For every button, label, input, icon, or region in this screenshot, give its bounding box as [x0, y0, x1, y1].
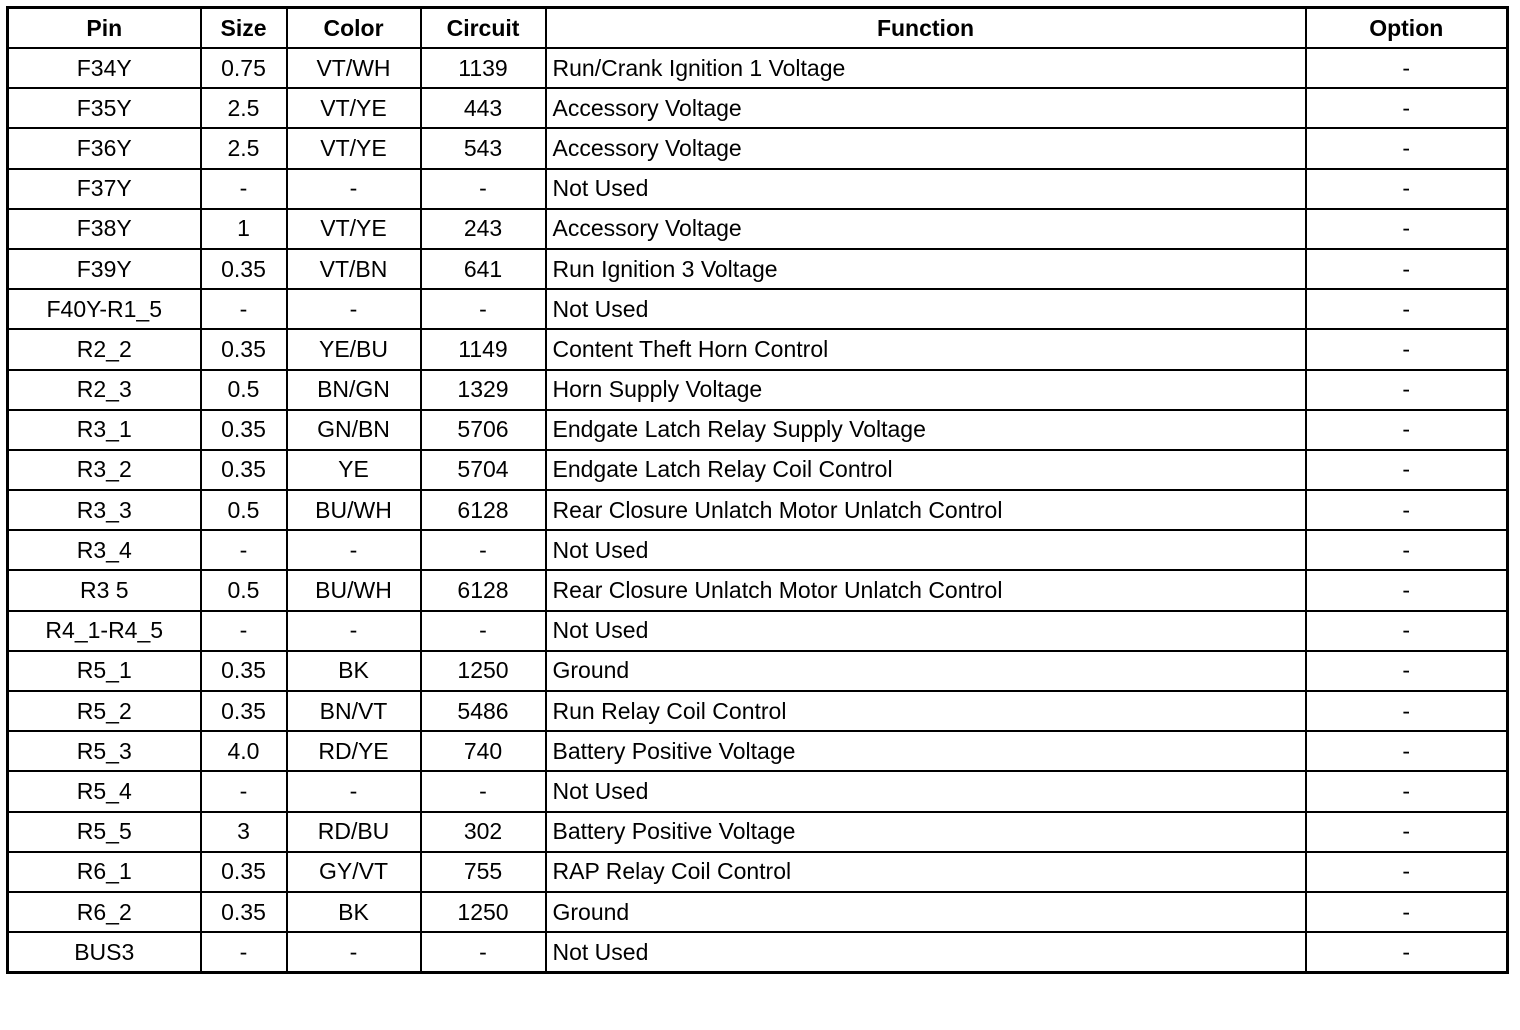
cell-option: -	[1306, 771, 1508, 811]
cell-circuit: 5704	[421, 450, 546, 490]
cell-circuit: 1250	[421, 651, 546, 691]
cell-function: Horn Supply Voltage	[546, 370, 1306, 410]
table-row	[8, 611, 1508, 651]
cell-function: Not Used	[546, 771, 1306, 811]
cell-circuit: 543	[421, 128, 546, 168]
cell-pin: R2_3	[8, 370, 201, 410]
cell-pin: R6_1	[8, 852, 201, 892]
cell-option: -	[1306, 932, 1508, 973]
cell-option: -	[1306, 209, 1508, 249]
cell-color: GY/VT	[287, 852, 421, 892]
cell-color: -	[287, 169, 421, 209]
cell-circuit: 443	[421, 88, 546, 128]
cell-circuit: -	[421, 169, 546, 209]
table-row	[8, 48, 1508, 88]
cell-size: 1	[201, 209, 287, 249]
cell-option: -	[1306, 128, 1508, 168]
cell-circuit: -	[421, 289, 546, 329]
cell-size: 3	[201, 812, 287, 852]
cell-pin: F36Y	[8, 128, 201, 168]
header-function: Function	[546, 8, 1306, 49]
cell-color: BU/WH	[287, 490, 421, 530]
cell-size: -	[201, 932, 287, 973]
cell-function: RAP Relay Coil Control	[546, 852, 1306, 892]
cell-size: -	[201, 771, 287, 811]
cell-circuit: 1329	[421, 370, 546, 410]
cell-size: 0.5	[201, 370, 287, 410]
cell-function: Accessory Voltage	[546, 209, 1306, 249]
header-circuit: Circuit	[421, 8, 546, 49]
cell-size: 0.5	[201, 570, 287, 610]
cell-color: RD/BU	[287, 812, 421, 852]
cell-color: RD/YE	[287, 731, 421, 771]
table-row	[8, 691, 1508, 731]
cell-pin: R3_1	[8, 410, 201, 450]
cell-size: 0.35	[201, 410, 287, 450]
cell-circuit: 1250	[421, 892, 546, 932]
cell-option: -	[1306, 490, 1508, 530]
header-color: Color	[287, 8, 421, 49]
cell-function: Accessory Voltage	[546, 128, 1306, 168]
cell-option: -	[1306, 370, 1508, 410]
cell-pin: F39Y	[8, 249, 201, 289]
cell-pin: R5_1	[8, 651, 201, 691]
cell-size: 0.35	[201, 329, 287, 369]
table-row	[8, 329, 1508, 369]
cell-size: 2.5	[201, 88, 287, 128]
connector-pinout-table	[6, 6, 1509, 974]
header-size: Size	[201, 8, 287, 49]
table-row	[8, 731, 1508, 771]
cell-color: -	[287, 771, 421, 811]
cell-color: -	[287, 289, 421, 329]
cell-size: 0.5	[201, 490, 287, 530]
cell-size: -	[201, 169, 287, 209]
cell-color: BU/WH	[287, 570, 421, 610]
cell-pin: R2_2	[8, 329, 201, 369]
cell-option: -	[1306, 289, 1508, 329]
cell-option: -	[1306, 329, 1508, 369]
cell-option: -	[1306, 88, 1508, 128]
cell-size: 4.0	[201, 731, 287, 771]
cell-option: -	[1306, 691, 1508, 731]
cell-circuit: 243	[421, 209, 546, 249]
cell-size: 0.35	[201, 651, 287, 691]
cell-color: VT/YE	[287, 128, 421, 168]
table-row	[8, 892, 1508, 932]
cell-option: -	[1306, 450, 1508, 490]
cell-option: -	[1306, 169, 1508, 209]
cell-circuit: 5706	[421, 410, 546, 450]
cell-color: VT/YE	[287, 88, 421, 128]
header-option: Option	[1306, 8, 1508, 49]
cell-size: -	[201, 289, 287, 329]
cell-function: Battery Positive Voltage	[546, 812, 1306, 852]
table-row	[8, 209, 1508, 249]
cell-circuit: 1149	[421, 329, 546, 369]
cell-color: VT/WH	[287, 48, 421, 88]
cell-pin: R5_2	[8, 691, 201, 731]
cell-function: Battery Positive Voltage	[546, 731, 1306, 771]
header-pin: Pin	[8, 8, 201, 49]
cell-pin: R3_4	[8, 530, 201, 570]
cell-color: BN/GN	[287, 370, 421, 410]
table-row	[8, 128, 1508, 168]
cell-option: -	[1306, 852, 1508, 892]
cell-pin: F37Y	[8, 169, 201, 209]
table-row	[8, 530, 1508, 570]
cell-circuit: 5486	[421, 691, 546, 731]
cell-size: 0.35	[201, 450, 287, 490]
table-row	[8, 88, 1508, 128]
cell-circuit: 740	[421, 731, 546, 771]
cell-function: Rear Closure Unlatch Motor Unlatch Control	[546, 490, 1306, 530]
cell-function: Content Theft Horn Control	[546, 329, 1306, 369]
cell-size: 0.35	[201, 892, 287, 932]
cell-pin: R3 5	[8, 570, 201, 610]
cell-size: -	[201, 530, 287, 570]
table-row	[8, 249, 1508, 289]
cell-function: Ground	[546, 892, 1306, 932]
cell-pin: F35Y	[8, 88, 201, 128]
table-row	[8, 450, 1508, 490]
cell-pin: F38Y	[8, 209, 201, 249]
cell-option: -	[1306, 651, 1508, 691]
cell-size: 0.35	[201, 249, 287, 289]
table-header	[8, 8, 1508, 49]
cell-circuit: -	[421, 530, 546, 570]
cell-color: GN/BN	[287, 410, 421, 450]
cell-circuit: 1139	[421, 48, 546, 88]
cell-color: YE	[287, 450, 421, 490]
cell-function: Rear Closure Unlatch Motor Unlatch Control	[546, 570, 1306, 610]
cell-function: Not Used	[546, 289, 1306, 329]
cell-circuit: 641	[421, 249, 546, 289]
cell-option: -	[1306, 249, 1508, 289]
cell-function: Not Used	[546, 611, 1306, 651]
cell-function: Ground	[546, 651, 1306, 691]
table-row	[8, 289, 1508, 329]
table-row	[8, 570, 1508, 610]
cell-pin: R5_3	[8, 731, 201, 771]
cell-pin: R3_2	[8, 450, 201, 490]
cell-pin: R5_4	[8, 771, 201, 811]
cell-color: BN/VT	[287, 691, 421, 731]
cell-option: -	[1306, 48, 1508, 88]
cell-color: YE/BU	[287, 329, 421, 369]
cell-pin: F40Y-R1_5	[8, 289, 201, 329]
cell-option: -	[1306, 570, 1508, 610]
table-row	[8, 812, 1508, 852]
cell-function: Run Ignition 3 Voltage	[546, 249, 1306, 289]
cell-function: Not Used	[546, 530, 1306, 570]
cell-size: 0.75	[201, 48, 287, 88]
table-row	[8, 932, 1508, 973]
cell-color: BK	[287, 892, 421, 932]
table-row	[8, 169, 1508, 209]
cell-circuit: 6128	[421, 570, 546, 610]
cell-function: Run/Crank Ignition 1 Voltage	[546, 48, 1306, 88]
cell-circuit: 6128	[421, 490, 546, 530]
cell-color: BK	[287, 651, 421, 691]
cell-function: Run Relay Coil Control	[546, 691, 1306, 731]
cell-option: -	[1306, 812, 1508, 852]
cell-option: -	[1306, 892, 1508, 932]
cell-pin: BUS3	[8, 932, 201, 973]
cell-size: 0.35	[201, 691, 287, 731]
table-body	[8, 48, 1508, 973]
cell-pin: F34Y	[8, 48, 201, 88]
cell-pin: R6_2	[8, 892, 201, 932]
cell-pin: R5_5	[8, 812, 201, 852]
cell-function: Not Used	[546, 169, 1306, 209]
cell-size: 0.35	[201, 852, 287, 892]
table-row	[8, 490, 1508, 530]
cell-function: Accessory Voltage	[546, 88, 1306, 128]
cell-pin: R3_3	[8, 490, 201, 530]
cell-function: Endgate Latch Relay Supply Voltage	[546, 410, 1306, 450]
cell-color: VT/YE	[287, 209, 421, 249]
cell-circuit: -	[421, 611, 546, 651]
cell-option: -	[1306, 410, 1508, 450]
header-row	[8, 8, 1508, 49]
cell-circuit: -	[421, 771, 546, 811]
cell-color: -	[287, 932, 421, 973]
cell-color: -	[287, 530, 421, 570]
cell-circuit: 302	[421, 812, 546, 852]
table-row	[8, 410, 1508, 450]
cell-color: -	[287, 611, 421, 651]
cell-function: Not Used	[546, 932, 1306, 973]
cell-circuit: 755	[421, 852, 546, 892]
table-row	[8, 852, 1508, 892]
cell-circuit: -	[421, 932, 546, 973]
cell-size: 2.5	[201, 128, 287, 168]
table-row	[8, 370, 1508, 410]
table-row	[8, 651, 1508, 691]
cell-color: VT/BN	[287, 249, 421, 289]
cell-option: -	[1306, 530, 1508, 570]
cell-option: -	[1306, 731, 1508, 771]
table-row	[8, 771, 1508, 811]
cell-option: -	[1306, 611, 1508, 651]
cell-function: Endgate Latch Relay Coil Control	[546, 450, 1306, 490]
cell-pin: R4_1-R4_5	[8, 611, 201, 651]
cell-size: -	[201, 611, 287, 651]
